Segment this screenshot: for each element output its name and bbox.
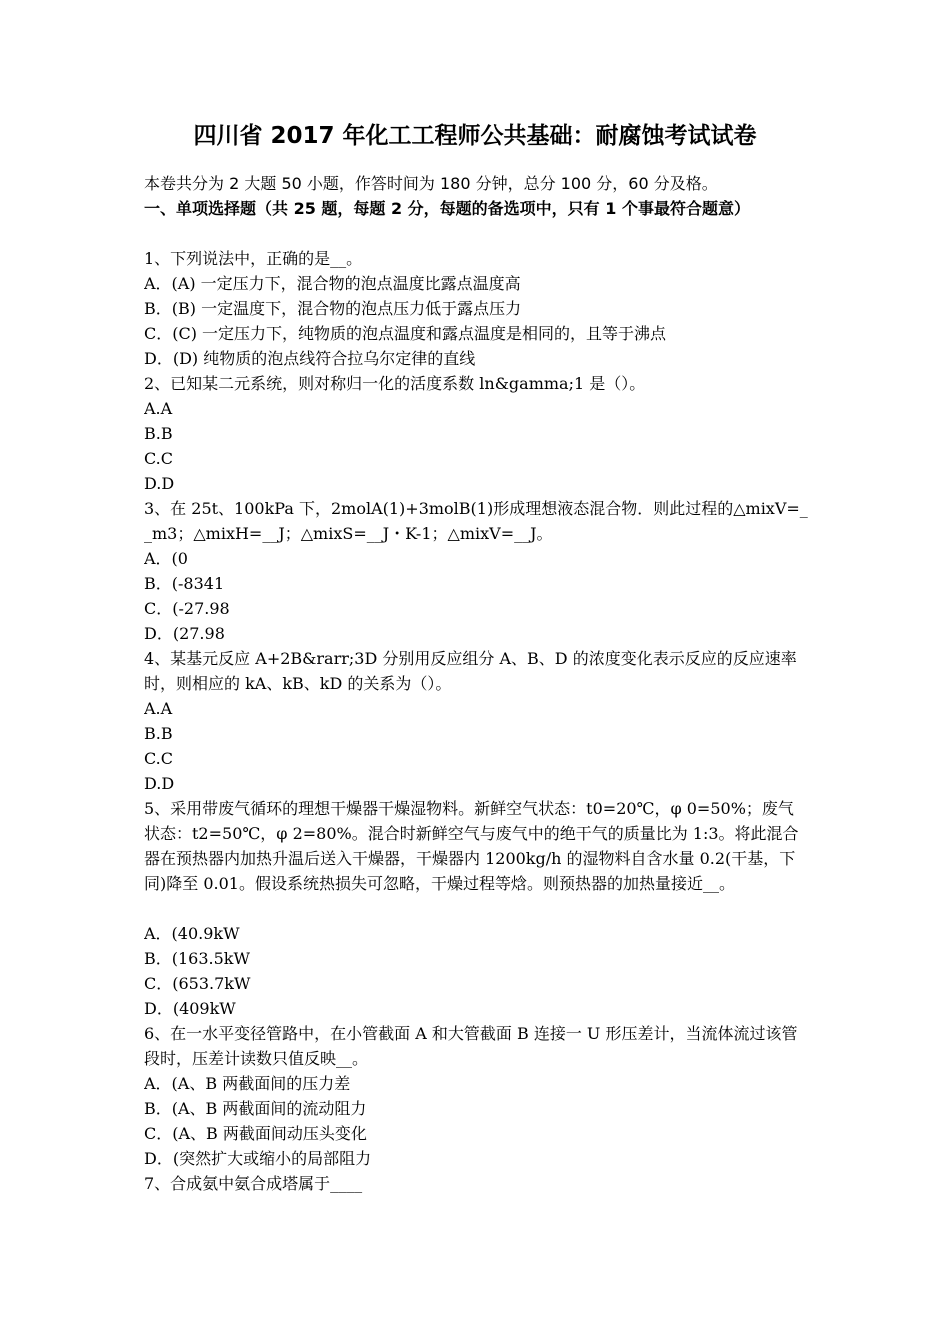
question-option: B.B	[144, 424, 173, 443]
question-option: B．(-8341	[144, 574, 225, 593]
question-stem: 7、合成氨中氨合成塔属于____	[144, 1174, 363, 1193]
question-option: D．(突然扩大或缩小的局部阻力	[144, 1149, 372, 1168]
question-1	[144, 246, 809, 371]
question-2	[144, 371, 809, 496]
question-stem: 1、下列说法中，正确的是__。	[144, 249, 363, 268]
exam-intro: 本卷共分为 2 大题 50 小题，作答时间为 180 分钟，总分 100 分，60 分及格。	[144, 174, 718, 193]
question-stem: 2、已知某二元系统，则对称归一化的活度系数 ln&gamma;1 是（）。	[144, 374, 646, 393]
question-4	[144, 646, 809, 796]
question-option: D．(27.98	[144, 624, 225, 643]
question-option: C．(-27.98	[144, 599, 230, 618]
document-title: 四川省 2017 年化工工程师公共基础：耐腐蚀考试试卷	[193, 123, 757, 149]
question-option: A.A	[144, 399, 173, 418]
question-option: D．(D) 纯物质的泡点线符合拉乌尔定律的直线	[144, 349, 476, 368]
question-stem: 6、在一水平变径管路中，在小管截面 A 和大管截面 B 连接一 U 形压差计，当流体流过该管段时，压差计读数只值反映__。	[144, 1024, 798, 1068]
question-7	[144, 1171, 809, 1196]
question-5	[144, 796, 809, 1021]
question-option: C．(653.7kW	[144, 974, 251, 993]
question-option: D．(409kW	[144, 999, 236, 1018]
question-option: B．(B) 一定温度下，混合物的泡点压力低于露点压力	[144, 299, 522, 318]
question-option: B．(163.5kW	[144, 949, 250, 968]
question-option: A．(0	[144, 549, 188, 568]
question-option: C．(A、B 两截面间动压头变化	[144, 1124, 367, 1143]
document-body	[144, 171, 809, 1196]
question-stem: 4、某基元反应 A+2B&rarr;3D 分别用反应组分 A、B、D 的浓度变化表示反应的反应速率时，则相应的 kA、kB、kD 的关系为（）。	[144, 649, 797, 693]
question-option: C．(C) 一定压力下，纯物质的泡点温度和露点温度是相同的，且等于沸点	[144, 324, 667, 343]
section-heading: 一、单项选择题（共 25 题，每题 2 分，每题的备选项中，只有 1 个事最符合题意）	[144, 199, 750, 218]
question-option: C.C	[144, 449, 173, 468]
question-option: A．(40.9kW	[144, 924, 240, 943]
question-option: A.A	[144, 699, 173, 718]
question-option: A．(A、B 两截面间的压力差	[144, 1074, 351, 1093]
question-option: D.D	[144, 474, 175, 493]
question-stem: 3、在 25t、100kPa 下，2molA(1)+3molB(1)形成理想液态混合物．则此过程的△mixV=__m3；△mixH=__J；△mixS=__J・K-1；△mixV=__J。	[144, 499, 808, 543]
question-option: D.D	[144, 774, 175, 793]
question-3	[144, 496, 809, 646]
question-option: C.C	[144, 749, 173, 768]
question-stem: 5、采用带废气循环的理想干燥器干燥湿物料。新鲜空气状态：t0=20℃，φ 0=50%；废气状态：t2=50℃，φ 2=80%。混合时新鲜空气与废气中的绝干气的质量比为 1:3。将此混合器在预热器内加热升温后送入干燥器，干燥器内 1200kg/h 的湿物料自含水量 0.2(干基，下同)降至 0.01。假设系统热损失可忽略，干燥过程等焓。则预热器的加热量接近__。	[144, 799, 799, 893]
question-option: B.B	[144, 724, 173, 743]
question-6	[144, 1021, 809, 1171]
question-option: B．(A、B 两截面间的流动阻力	[144, 1099, 367, 1118]
question-option: A．(A) 一定压力下，混合物的泡点温度比露点温度高	[144, 274, 521, 293]
